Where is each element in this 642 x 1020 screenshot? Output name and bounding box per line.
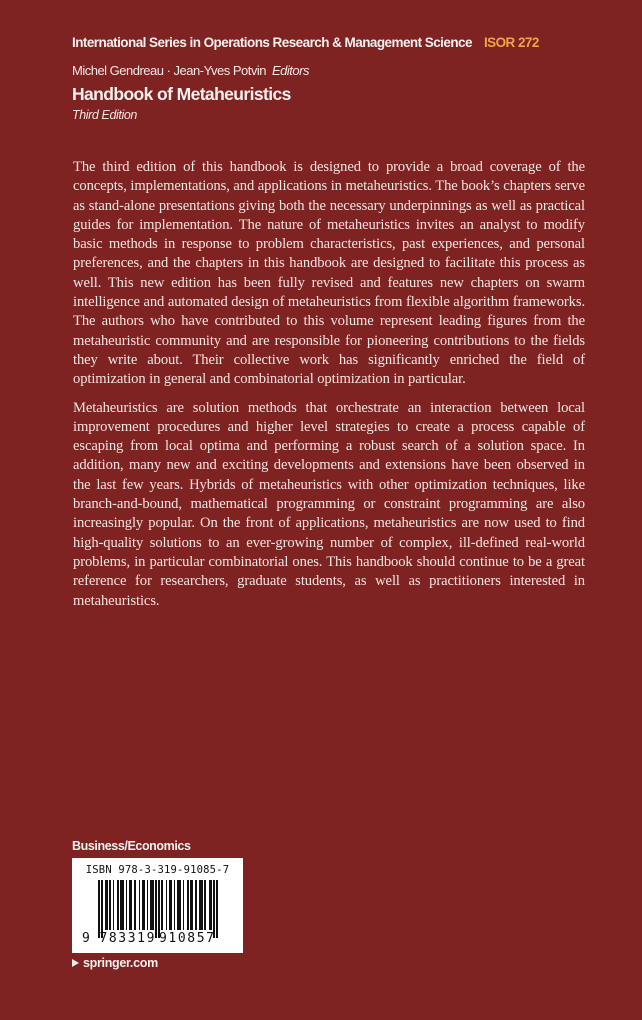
ean-left-group: 783319 (99, 931, 156, 946)
editors-role: Editors (272, 63, 309, 78)
ean-lead-digit: 9 (82, 931, 92, 946)
editors-line (72, 63, 309, 78)
series-name: International Series in Operations Research & Management Science (72, 35, 472, 50)
barcode-bars (98, 880, 233, 938)
edition-label: Third Edition (72, 108, 137, 122)
publisher-link[interactable] (72, 956, 158, 970)
subject-category: Business/Economics (72, 839, 191, 853)
isbn-barcode (72, 858, 243, 953)
back-cover-blurb (73, 158, 585, 620)
isbn-label: ISBN 978-3-319-91085-7 (85, 864, 230, 876)
ean-digits (82, 931, 237, 946)
publisher-url: springer.com (83, 956, 158, 970)
blurb-paragraph-2: Metaheuristics are solution methods that orchestrate an interaction between local improvement procedures and higher level strategies to create a process capable of escaping from local optima and performing a robust search of a solution space. In addition, many new and exciting developments and extensions have been observed in the last few years. Hybrids of metaheuristics with other optimization techniques, like branch-and-bound, mathematical programming or constraint programming are also increasingly popular. On the front of applications, metaheuristics are now used to find high-quality solutions to an ever-growing number of complex, ill-defined real-world problems, in particular combinatorial ones. This handbook should continue to be a great reference for researchers, graduate students, as well as practitioners interested in metaheuristics. (73, 399, 585, 609)
blurb-paragraph-1: The third edition of this handbook is designed to provide a broad coverage of the concepts, implementations, and applications in metaheuristics. The book’s chapters serve as stand-alone presentations giving both the necessary underpinnings as well as practical guides for implementation. The nature of metaheuristics invites an analyst to modify basic methods in response to problem characteristics, past experiences, and personal preferences, and the chapters in this handbook are designed to facilitate this process as well. This new edition has been fully revised and features new chapters on swarm intelligence and automated design of metaheuristics from flexible algorithm frameworks. The authors who have contributed to this volume represent leading figures from the metaheuristic community and are responsible for pioneering contributions to the fields they write about. Their collective work has significantly enriched the field of optimization in general and combinatorial optimization in particular. (73, 159, 585, 388)
editor-names: Michel Gendreau · Jean-Yves Potvin (72, 63, 266, 78)
ean-right-group: 910857 (159, 931, 216, 946)
series-title (72, 35, 539, 50)
series-number: ISOR 272 (483, 35, 539, 50)
triangle-arrow-icon (72, 959, 79, 967)
book-title: Handbook of Metaheuristics (72, 84, 291, 104)
